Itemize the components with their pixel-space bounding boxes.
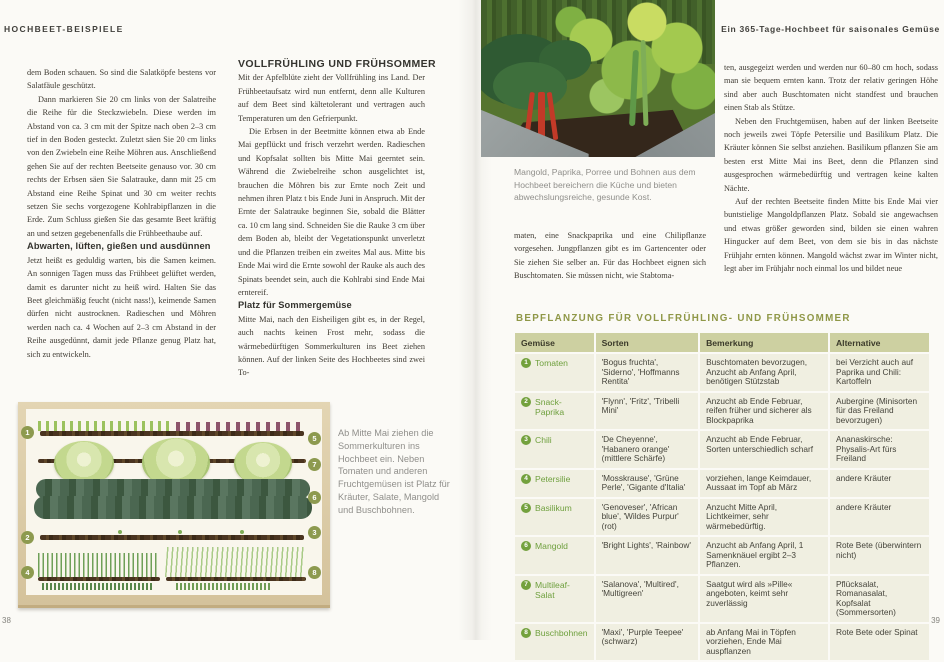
row-marker-8: 8 bbox=[308, 566, 321, 579]
bemerkung-cell: Anzucht ab Ende Februar, reifen früher und sicherer als Blockpaprika bbox=[700, 393, 828, 430]
gemuese-name: Chili bbox=[535, 435, 552, 445]
gemuese-name: Buschbohnen bbox=[535, 627, 588, 638]
body-paragraph: Jetzt heißt es geduldig warten, bis die Samen keimen. An sonnigen Tagen muss das Frühbeet gelüftet werden, damit es darunter nicht zu heiß wird. Halten Sie das Beet gleichmäßig feucht (nicht nass!), keimende Samen dürfen nicht austrocknen. Radieschen und Möhren werden nach ca. 4 Wochen auf 2–3 cm Abstand in der Reihe ausgedünnt, damit jede Pflanze genug Platz hat, sich zu entwickeln. bbox=[27, 255, 216, 359]
table-header-row bbox=[515, 333, 929, 352]
gemuese-name: Tomaten bbox=[535, 358, 568, 368]
bemerkung-cell: Buschtomaten bevorzugen, Anzucht ab Anfang April, benötigen Stützstab bbox=[700, 354, 828, 391]
alternative-cell: andere Kräuter bbox=[830, 499, 929, 536]
section-subhead: Platz für Sommergemüse bbox=[238, 300, 352, 311]
gemuese-name: Multileaf-Salat bbox=[535, 579, 570, 600]
gemuese-cell bbox=[515, 576, 594, 622]
table-row bbox=[515, 576, 929, 622]
bemerkung-cell: Anzucht ab Ende Februar, Sorten unterschiedlich scharf bbox=[700, 431, 828, 468]
illustration-soil-line bbox=[40, 535, 304, 540]
row-marker-7: 7 bbox=[308, 458, 321, 471]
row-number-badge: 8 bbox=[521, 628, 531, 638]
raised-bed-photo bbox=[481, 0, 715, 157]
photo-caption: Mangold, Paprika, Porree und Bohnen aus dem Hochbeet bereichern die Küche und bieten abwechslungsreiche, gesunde Kost. bbox=[514, 167, 696, 202]
illustration-leafy-row bbox=[34, 496, 312, 519]
sorten-cell: 'Genoveser', 'African blue', 'Wildes Purpur' (rot) bbox=[596, 499, 699, 536]
body-paragraph: Die Erbsen in der Beetmitte können etwa ab Ende Mai gepflückt und frisch verzehrt werden. Radieschen und Kopfsalat sollten bis Mitte Mai geerntet sein. Während die Zwiebelreihe schon ausgelichtet ist, brauchen die Möhren bis zur Ernte noch Zeit und nehmen ihren Platz t bis Ende Juni in Anspruch. Mit der Ernte der Salatrauke beginnen Sie, sobald die Blätter ca. 10 cm lang sind. Schneiden Sie die Rauke 3 cm über dem Boden ab, bleibt der Vegetationspunkt unverletzt und die Pflanzen treiben ein zweites Mal aus. Mitte bis Ende Mai wird die Ernte sowohl der Rauke als auch des Spinats beendet sein, auch die Kohlrabi sind Ende Mai erntereif. bbox=[238, 127, 425, 297]
body-paragraph: Auf der rechten Beetseite finden Mitte bis Ende Mai vier buntstielige Mangoldpflanzen Platz. Sobald sie angewachsen und etwas größer geworden sind, bilden sie einen wahren Hingucker auf dem Beet, von dem sie bis in das nächste Frühjahr ernten können. Mangold wächst zwar im Winter nicht, legt aber im Frühjahr noch einmal los und bildet neue bbox=[724, 197, 938, 274]
table-row bbox=[515, 470, 929, 497]
sorten-cell: 'Bright Lights', 'Rainbow' bbox=[596, 537, 699, 574]
bemerkung-cell: vorziehen, lange Keimdauer, Aussaat im Topf ab März bbox=[700, 470, 828, 497]
body-paragraph: maten, eine Snackpaprika und eine Chilipflanze vorgesehen. Jungpflanzen gibt es im Gartencenter oder Sie ziehen Sie selber an. Für das Hochbeet eignen sich Buschtomaten. Sie müssen nicht, wie Stabtoma- bbox=[514, 231, 706, 281]
photo-chard-stem bbox=[538, 92, 545, 140]
gemuese-cell bbox=[515, 624, 594, 661]
body-paragraph: Mit der Apfelblüte zieht der Vollfrühling ins Land. Der Frühbeetaufsatz wird nun entfernt, denn alle Kulturen auf dem Beet sind kältetolerant und vertragen auch Temperaturen um den Gefrierpunkt. bbox=[238, 73, 425, 123]
row-marker-5: 5 bbox=[308, 432, 321, 445]
section-heading: VOLLFRÜHLING UND FRÜHSOMMER bbox=[238, 58, 437, 70]
illustration-seedling-patch bbox=[42, 583, 154, 590]
illustration-sprout bbox=[240, 530, 244, 534]
column-header-bemerkung: Bemerkung bbox=[700, 333, 828, 352]
bemerkung-cell: ab Anfang Mai in Töpfen vorziehen, Ende Mai auspflanzen bbox=[700, 624, 828, 661]
row-number-badge: 7 bbox=[521, 580, 531, 590]
planting-table-block bbox=[513, 313, 931, 662]
bemerkung-cell: Saatgut wird als »Pille« angeboten, keimt sehr zuverlässig bbox=[700, 576, 828, 622]
illustration-seedling-patch bbox=[176, 583, 272, 590]
gemuese-name: Petersilie bbox=[535, 473, 571, 484]
gemuese-name: Basilikum bbox=[535, 502, 572, 513]
sorten-cell: 'Mosskrause', 'Grüne Perle', 'Gigante d'Italia' bbox=[596, 470, 699, 497]
section-subhead: Abwarten, lüften, gießen und ausdünnen bbox=[27, 241, 211, 252]
left-page-column-2 bbox=[238, 58, 437, 380]
table-row bbox=[515, 431, 929, 468]
column-header-sorten: Sorten bbox=[596, 333, 699, 352]
gemuese-cell bbox=[515, 393, 594, 430]
illustration-soil-line bbox=[38, 577, 160, 581]
gemuese-name: Mangold bbox=[535, 541, 568, 551]
gemuese-cell bbox=[515, 499, 594, 536]
row-marker-2: 2 bbox=[21, 531, 34, 544]
row-number-badge: 3 bbox=[521, 435, 531, 445]
right-page-column-2 bbox=[724, 61, 938, 276]
body-paragraph: Mitte Mai, nach den Eisheiligen gibt es, in der Regel, auch nachts keinen Frost mehr, sodass die wärmebedürftigen Sommerkulturen ins Beet ziehen können. Auf der linken Seite des Hochbeetes sind zwei To- bbox=[238, 314, 425, 378]
table-row bbox=[515, 393, 929, 430]
running-head-left: HOCHBEET-BEISPIELE bbox=[4, 24, 124, 34]
row-number-badge: 4 bbox=[521, 474, 531, 484]
table-row bbox=[515, 499, 929, 536]
sorten-cell: 'Bogus fruchta', 'Siderno', 'Hoffmanns Rentita' bbox=[596, 354, 699, 391]
planting-table-title: BEPFLANZUNG FÜR VOLLFRÜHLING- UND FRÜHSOMMER bbox=[516, 313, 851, 324]
illustration-soil-line bbox=[166, 577, 306, 581]
row-marker-6: 6 bbox=[308, 491, 321, 504]
table-row bbox=[515, 624, 929, 661]
alternative-cell: Pflücksalat, Romanasalat, Kopfsalat (Sommersorten) bbox=[830, 576, 929, 622]
gemuese-cell bbox=[515, 470, 594, 497]
sorten-cell: 'De Cheyenne', 'Habanero orange' (mittlere Schärfe) bbox=[596, 431, 699, 468]
illustration-caption: Ab Mitte Mai ziehen die Sommerkulturen ins Hochbeet ein. Neben Tomaten und anderen Fruchtgemüsen ist Platz für Kräuter, Salate, Mangold und Buschbohnen. bbox=[338, 428, 450, 515]
row-marker-4: 4 bbox=[21, 566, 34, 579]
planting-table bbox=[513, 331, 931, 662]
column-header-alternative: Alternative bbox=[830, 333, 929, 352]
body-paragraph: Dann markieren Sie 20 cm links von der Salatreihe die Reihe für die Steckzwiebeln. Diese werden im Abstand von ca. 3 cm mit der Spitze nach oben 2–3 cm tief in den Boden gesteckt. Zuletzt säen Sie 20 cm links von den Zwiebeln eine Reihe Möhren aus. Anschließend gehen Sie auf der rechten Beetseite genauso vor. 30 cm rechts der Erbsen säen Sie Salatrauke, dann mit 25 cm Abstand eine Reihe Spinat und 30 cm weiter rechts setzen Sie sechs vorgezogene Kohlrabipflanzen in die Erde. Zum Schluss gießen Sie das gesamte Beet kräftig an und setzen gegebenenfalls die Frühbeethaube auf. bbox=[27, 94, 216, 238]
alternative-cell: andere Kräuter bbox=[830, 470, 929, 497]
gemuese-cell bbox=[515, 431, 594, 468]
planting-plan-bed bbox=[26, 409, 322, 595]
planting-plan-illustration bbox=[18, 402, 330, 608]
alternative-cell: Rote Bete (überwintern nicht) bbox=[830, 537, 929, 574]
gemuese-cell bbox=[515, 354, 594, 391]
right-page-column-1 bbox=[514, 229, 706, 283]
illustration-soil-line bbox=[40, 431, 304, 436]
row-number-badge: 2 bbox=[521, 397, 531, 407]
row-number-badge: 1 bbox=[521, 358, 531, 368]
page-number-right: 39 bbox=[931, 616, 940, 625]
table-row bbox=[515, 537, 929, 574]
body-paragraph: dem Boden schauen. So sind die Salatköpfe bestens vor Salatfäule geschützt. bbox=[27, 68, 216, 91]
body-paragraph: ten, ausgegeizt werden und werden nur 60–80 cm hoch, sodass man sie bequem ernten kann. Trotz der relativ geringen Höhe sind aber auch Buschtomaten nicht standfest und brauchen einen Stab als Stütze. bbox=[724, 63, 938, 113]
illustration-grass-row-right bbox=[165, 547, 305, 577]
column-header-gemuese: Gemüse bbox=[515, 333, 594, 352]
row-number-badge: 6 bbox=[521, 541, 531, 551]
gemuese-cell bbox=[515, 537, 594, 574]
illustration-grass-row-left bbox=[38, 553, 158, 577]
illustration-sprout bbox=[178, 530, 182, 534]
illustration-sprout bbox=[118, 530, 122, 534]
row-marker-1: 1 bbox=[21, 426, 34, 439]
sorten-cell: 'Flynn', 'Fritz', 'Tribelli Mini' bbox=[596, 393, 699, 430]
left-page-column-1 bbox=[27, 66, 216, 361]
row-number-badge: 5 bbox=[521, 503, 531, 513]
alternative-cell: Ananaskirsche: Physalis-Art fürs Freiland bbox=[830, 431, 929, 468]
alternative-cell: bei Verzicht auch auf Paprika und Chili: Kartoffeln bbox=[830, 354, 929, 391]
alternative-cell: Rote Bete oder Spinat bbox=[830, 624, 929, 661]
sorten-cell: 'Maxi', 'Purple Teepee' (schwarz) bbox=[596, 624, 699, 661]
bemerkung-cell: Anzucht Mitte April, Lichtkeimer, sehr wärmebedürftig. bbox=[700, 499, 828, 536]
row-marker-3: 3 bbox=[308, 526, 321, 539]
page-number-left: 38 bbox=[2, 616, 11, 625]
table-row bbox=[515, 354, 929, 391]
sorten-cell: 'Salanova', 'Multired', 'Multigreen' bbox=[596, 576, 699, 622]
bemerkung-cell: Anzucht ab Anfang April, 1 Samenknäuel ergibt 2–3 Pflanzen. bbox=[700, 537, 828, 574]
alternative-cell: Aubergine (Minisorten für das Freiland bevorzugen) bbox=[830, 393, 929, 430]
running-head-right: Ein 365-Tage-Hochbeet für saisonales Gemüse bbox=[721, 24, 940, 34]
illustration-row-seedlings-green bbox=[38, 421, 170, 431]
body-paragraph: Neben den Fruchtgemüsen, haben auf der linken Beetseite noch jeweils zwei Töpfe Petersilie und Basilikum Platz. Die Kräuter können Sie selbst anziehen. Basilikum pflanzen Sie am besten erst Mitte Mai ins Beet, denn die Pflanzen sind ausgesprochen wärmebedürftig und vertragen keine kalten Nächte. bbox=[724, 116, 938, 193]
gemuese-name: Snack-Paprika bbox=[535, 396, 565, 417]
